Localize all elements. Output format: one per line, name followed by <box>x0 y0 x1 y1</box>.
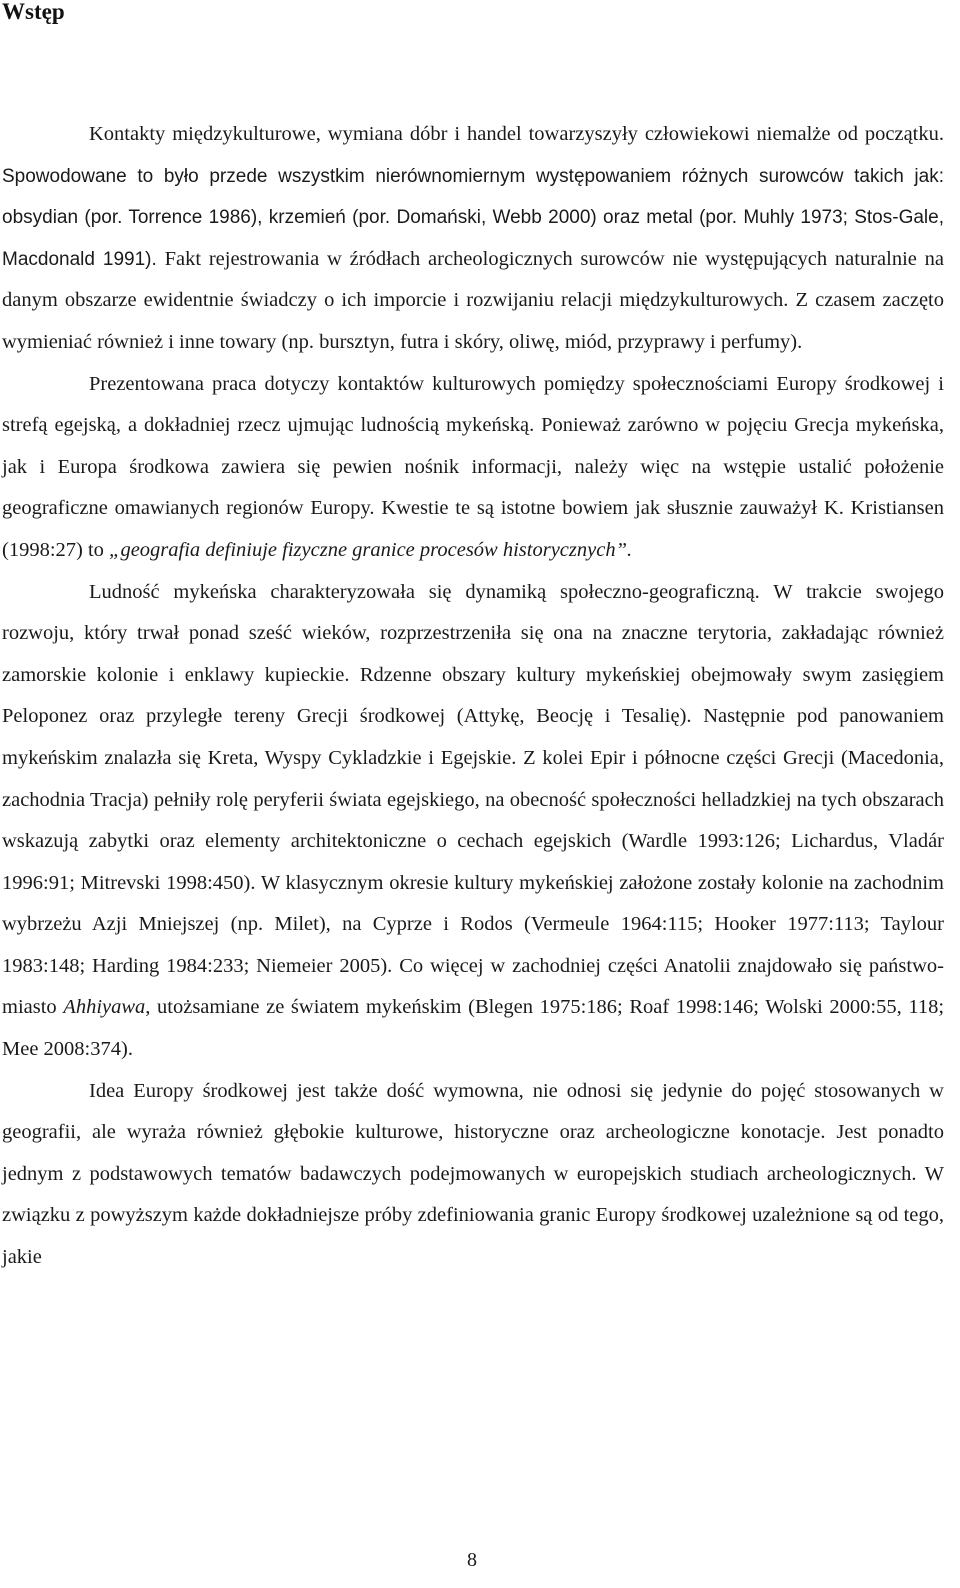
p1-sentence-5: bursztyn, futra i skóry, oliwę, miód, przyprawy i perfumy). <box>319 330 803 353</box>
p2-quote: „geografia definiuje fizyczne granice procesów historycznych”. <box>109 538 633 561</box>
p3-term-ahhiyawa: Ahhiyawa <box>63 996 146 1019</box>
p1-sentence-4: Z czasem zaczęto wymieniać również i inne towary (np. <box>2 289 944 353</box>
section-heading: Wstęp <box>2 0 65 24</box>
body-text <box>2 114 944 1279</box>
p3-body-end: , utożsamiane ze światem mykeńskim (Blegen 1975:186; Roaf 1998:146; Wolski 2000:55, 118; Mee 2008:374). <box>2 996 945 1061</box>
p4-body: Idea Europy środkowej jest także dość wymowna, nie odnosi się jedynie do pojęć stosowanych w geografii, ale wyraża również głębokie kulturowe, historyczne oraz archeologiczne konotacje. Jest ponadto jednym z podstawowych tematów badawczych podejmowanych w europejskich studiach archeologicznych. W związku z powyższym każde dokładniejsze próby zdefiniowania granic Europy środkowej uzależnione są od tego, jakie <box>2 1079 944 1269</box>
p1-sentence-3: Fakt rejestrowania w źródłach archeologicznych surowców nie występujących naturalnie na danym obszarze ewidentnie świadczy o ich imporcie i rozwijaniu relacji międzykulturowych. <box>2 247 945 312</box>
p2-body: Prezentowana praca dotyczy kontaktów kulturowych pomiędzy społecznościami Europy środkowej i strefą egejską, a dokładniej rzecz ujmując ludnością mykeńską. Ponieważ zarówno w pojęciu Grecja mykeńska, jak i Europa środkowa zawiera się pewien nośnik informacji, należy więc na wstępie ustalić położenie geograficzne omawianych regionów Europy. Kwestie te są istotne bowiem jak słusznie zauważył K. Kristiansen (1998:27) to <box>2 372 944 561</box>
p1-sentence-1: Kontakty międzykulturowe, wymiana dóbr i handel towarzyszyły człowiekowi niemalże od początku. <box>89 123 944 145</box>
p1-sentence-2: Spowodowane to było przede wszystkim nierównomiernym występowaniem różnych surowców takich jak: obsydian (por. Torrence 1986), krzemień (por. Domański, Webb 2000) oraz metal (por. Muhly 1973; Stos-Gale, Macdonald 1991). <box>2 165 944 270</box>
paragraph-1 <box>2 114 944 364</box>
paragraph-3 <box>2 572 944 1071</box>
page-number: 8 <box>467 1549 477 1571</box>
paragraph-2 <box>2 364 944 572</box>
paragraph-4 <box>2 1071 944 1279</box>
p3-body: Ludność mykeńska charakteryzowała się dynamiką społeczno-geograficzną. W trakcie swojego rozwoju, który trwał ponad sześć wieków, rozprzestrzeniła się ona na znaczne terytoria, zakładając również zamorskie kolonie i enklawy kupieckie. Rdzenne obszary kultury mykeńskiej obejmowały swym zasięgiem Peloponez oraz przyległe tereny Grecji środkowej (Attykę, Beocję i Tesalię). Następnie pod panowaniem mykeńskim znalazła się Kreta, Wyspy Cykladzkie i Egejskie. Z kolei Epir i północne części Grecji (Macedonia, zachodnia Tracja) pełniły rolę peryferii świata egejskiego, na obecność społeczności helladzkiej na tych obszarach wskazują zabytki oraz elementy architektoniczne o cechach egejskich (Wardle 1993:126; Lichardus, Vladár 1996:91; Mitrevski 1998:450). W klasycznym okresie kultury mykeńskiej założone zostały kolonie na zachodnim wybrzeżu Azji Mniejszej (np. Milet), na Cyprze i Rodos (Vermeule 1964:115; Hooker 1977:113; Taylour 1983:148; Harding 1984:233; Niemeier 2005). Co więcej w zachodniej części Anatolii znajdowało się państwo-miasto <box>2 580 944 1019</box>
